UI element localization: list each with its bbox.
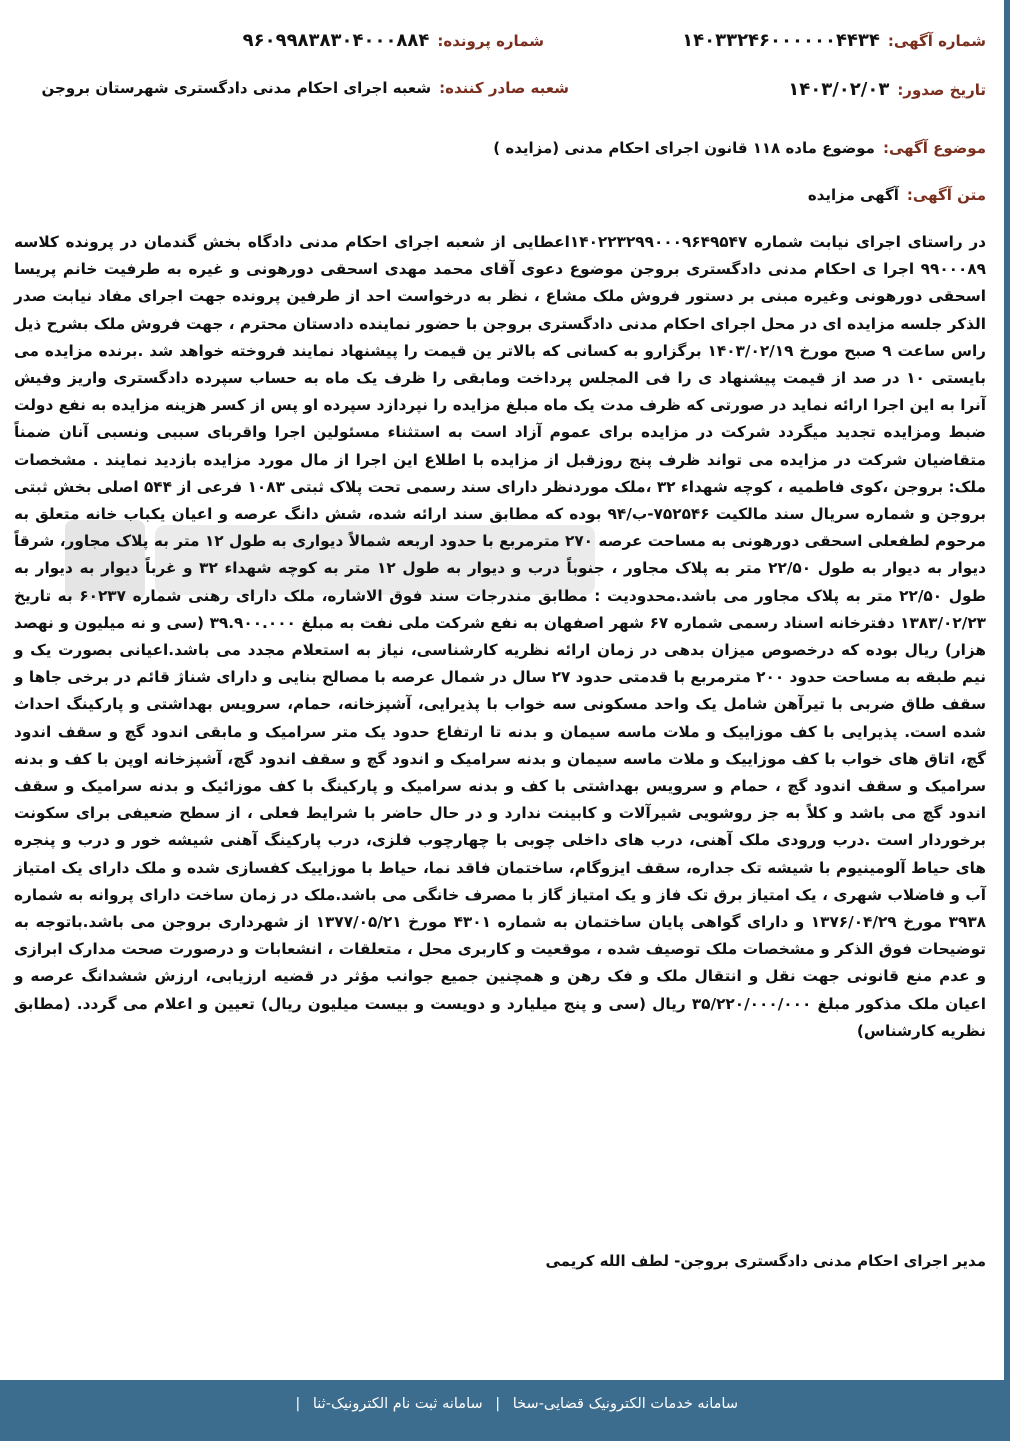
footer-separator: | <box>295 1396 301 1412</box>
issuing-branch-label: شعبه صادر کننده: <box>439 79 569 97</box>
signature: مدیر اجرای احکام مدنی دادگستری بروجن- لطف الله کریمی <box>545 1252 986 1270</box>
issue-date-label: تاریخ صدور: <box>897 81 986 99</box>
notice-body <box>14 229 986 1045</box>
footer-separator: | <box>495 1396 501 1412</box>
case-number-row <box>243 30 544 51</box>
footer-bar <box>0 1380 1010 1441</box>
notice-text-title: آگهی مزایده <box>807 186 899 204</box>
footer-link-sana[interactable]: سامانه ثبت نام الکترونیک-ثنا <box>312 1396 483 1412</box>
notice-text-row <box>808 186 986 204</box>
subject-value: موضوع ماده ۱۱۸ قانون اجرای احکام مدنی (مزایده ) <box>493 139 875 157</box>
footer-links <box>291 1396 742 1412</box>
subject-row <box>493 139 986 157</box>
notice-text-label: متن آگهی: <box>906 186 986 204</box>
notice-number-label: شماره آگهی: <box>887 32 986 50</box>
case-number: ۹۶۰۹۹۸۳۸۳۰۴۰۰۰۸۸۴ <box>242 30 430 51</box>
issuing-branch-row <box>42 79 569 97</box>
notice-number: ۱۴۰۳۳۲۴۶۰۰۰۰۰۰۴۴۳۴ <box>682 30 880 51</box>
issue-date: ۱۴۰۳/۰۲/۰۳ <box>788 79 890 100</box>
issuing-branch: شعبه اجرای احکام مدنی دادگستری شهرستان بروجن <box>41 79 432 97</box>
case-number-label: شماره پرونده: <box>437 32 544 50</box>
notice-body-paragraph: در راستای اجرای نیابت شماره ۱۴۰۲۲۳۲۹۹۰۰۰۹۶۴۹۵۴۷اعطایی از شعبه اجرای احکام مدنی دادگاه بخش گندمان در پرونده کلاسه ۹۹۰۰۰۸۹ اجرا ی احکام مدنی دادگستری بروجن موضوع دعوی آقای محمد مهدی اسحقی دورهونی و غیره به طرفیت خانم پریسا اسحقی دورهونی وغیره مبنی بر دستور فروش ملک مشاع ، نظر به درخواست احد از طرفین پرونده جهت اجرای مفاد نیابت صدر الذکر جلسه مزایده ای در محل اجرای احکام مدنی دادگستری بروجن با حضور نماینده دادستان محترم ، جهت فروش ملک بشرح ذیل راس ساعت ۹ صبح مورخ ۱۴۰۳/۰۲/۱۹ برگزارو به کسانی که بالاتر ین قیمت را پیشنهاد نمایند فروخته خواهد شد .برنده مزایده می بایستی ۱۰ در صد از قیمت پیشنهاد ی را فی المجلس پرداخت ومابقی را ظرف یک ماه به حساب سپرده دادگستری واریز وفیش آنرا به این اجرا ارائه نماید در صورتی که ظرف مدت یک ماه مبلغ مزایده را نپردازد سپرده او پس از کسر هزینه مزایده به نفع دولت ضبط ومزایده تجدید میگردد شرکت در مزایده برای عموم آزاد است به استثناء مسئولین اجرا واقربای سببی ونسبی آنان ضمناً متقاضیان شرکت در مزایده می تواند ظرف پنج روزقبل از مزایده با اطلاع این اجرا از مال مورد مزایده بازدید نمایند . مشخصات ملک: بروجن ،کوی فاطمیه ، کوچه شهداء ۳۲ ،ملک موردنظر دارای سند رسمی تحت پلاک ثبتی ۱۰۸۳ فرعی از ۵۴۴ اصلی بخش ثبتی بروجن و شماره سریال سند مالکیت ۷۵۲۵۴۶-ب/۹۴ بوده که مطابق سند ارائه شده، شش دانگ عرصه و اعیان یکباب خانه متعلق به مرحوم لطفعلی اسحقی دورهونی به مساحت عرصه ۲۷۰ مترمربع با حدود اربعه شمالاً دیواری به طول ۱۲ متر به پلاک مجاور، شرقاً دیوار به دیوار به طول ۲۲/۵۰ متر به پلاک مجاور ، جنوباً درب و دیوار به طول ۱۲ متر به کوچه شهداء ۳۲ و غرباً دیوار به دیوار به طول ۲۲/۵۰ متر به پلاک مجاور می باشد.محدودیت : مطابق مندرجات سند فوق الاشاره، ملک دارای رهنی شماره ۶۰۲۳۷ به تاریخ ۱۳۸۳/۰۲/۲۳ دفترخانه اسناد رسمی شماره ۶۷ شهر اصفهان به نفع شرکت ملی نفت به مبلغ ۳۹.۹۰۰.۰۰۰ (سی و نه میلیون و نهصد هزار) ریال بوده که درخصوص میزان بدهی در زمان ارائه نظریه کارشناسی، نیاز به استعلام مجدد می باشد.اعیانی بصورت یک و نیم طبقه به مساحت حدود ۲۰۰ مترمربع با قدمتی حدود ۲۷ سال در شمال عرصه با مصالح بنایی و دارای شناژ قائم در برخی جاها و سقف طاق ضربی با تیرآهن شامل یک واحد مسکونی سه خواب با پذیرایی، آشپزخانه، حمام، سرویس بهداشتی و پارکینگ احداث شده است. پذیرایی با کف موزاییک و ملات ماسه سیمان و بدنه تا ارتفاع حدود یک متر سرامیک و مابقی اندود گچ و سقف اندود گچ، اتاق های خواب با کف موزاییک و ملات ماسه سیمان و بدنه سرامیک و اندود گچ و سقف اندود گچ، آشپزخانه اوپن با کف و بدنه سرامیک و سقف اندود گچ ، حمام و سرویس بهداشتی با کف و بدنه سرامیک و پارکینگ با کف موزائیک و بدنه سرامیک و سقف اندود گچ می باشد و کلاً به جز روشویی شیرآلات و کابینت ندارد و در حال حاضر با شرایط فعلی ، از سطح ضعیفی برای سکونت برخوردار است .درب ورودی ملک آهنی، درب های داخلی چوبی با چهارچوب فلزی، درب پارکینگ آهنی شیشه خور و درب و پنجره های حیاط آلومینیوم با شیشه تک جداره، سقف ایزوگام، ساختمان فاقد نما، حیاط با موزاییک کفسازی شده و ملک دارای یک امتیاز آب و فاضلاب شهری ، یک امتیاز برق تک فاز و یک امتیاز گاز با مصرف خانگی می باشد.ملک در زمان ساخت دارای پروانه به شماره ۳۹۳۸ مورخ ۱۳۷۶/۰۴/۲۹ و دارای گواهی پایان ساختمان به شماره ۴۳۰۱ مورخ ۱۳۷۷/۰۵/۲۱ از شهرداری بروجن می باشد.باتوجه به توضیحات فوق الذکر و مشخصات ملک توصیف شده ، موقعیت و کاربری محل ، متعلقات ، انشعابات و درصورت صحت مدارک ابرازی و عدم منع قانونی جهت نقل و انتقال ملک و فک رهن و همچنین جمیع جوانب مؤثر در قضیه ارزیابی، ارزش ششدانگ عرصه و اعیان ملک مذکور مبلغ ۳۵/۲۲۰/۰۰۰/۰۰۰ ریال (سی و پنج میلیارد و دویست و بیست میلیون ریال) تعیین و اعلام می گردد. (مطابق نظریه کارشناس) <box>14 233 987 1040</box>
notice-number-row <box>682 30 986 51</box>
issue-date-row <box>788 79 986 100</box>
subject-label: موضوع آگهی: <box>882 139 986 157</box>
footer-link-sakha[interactable]: سامانه خدمات الکترونیک قضایی-سخا <box>512 1396 738 1412</box>
